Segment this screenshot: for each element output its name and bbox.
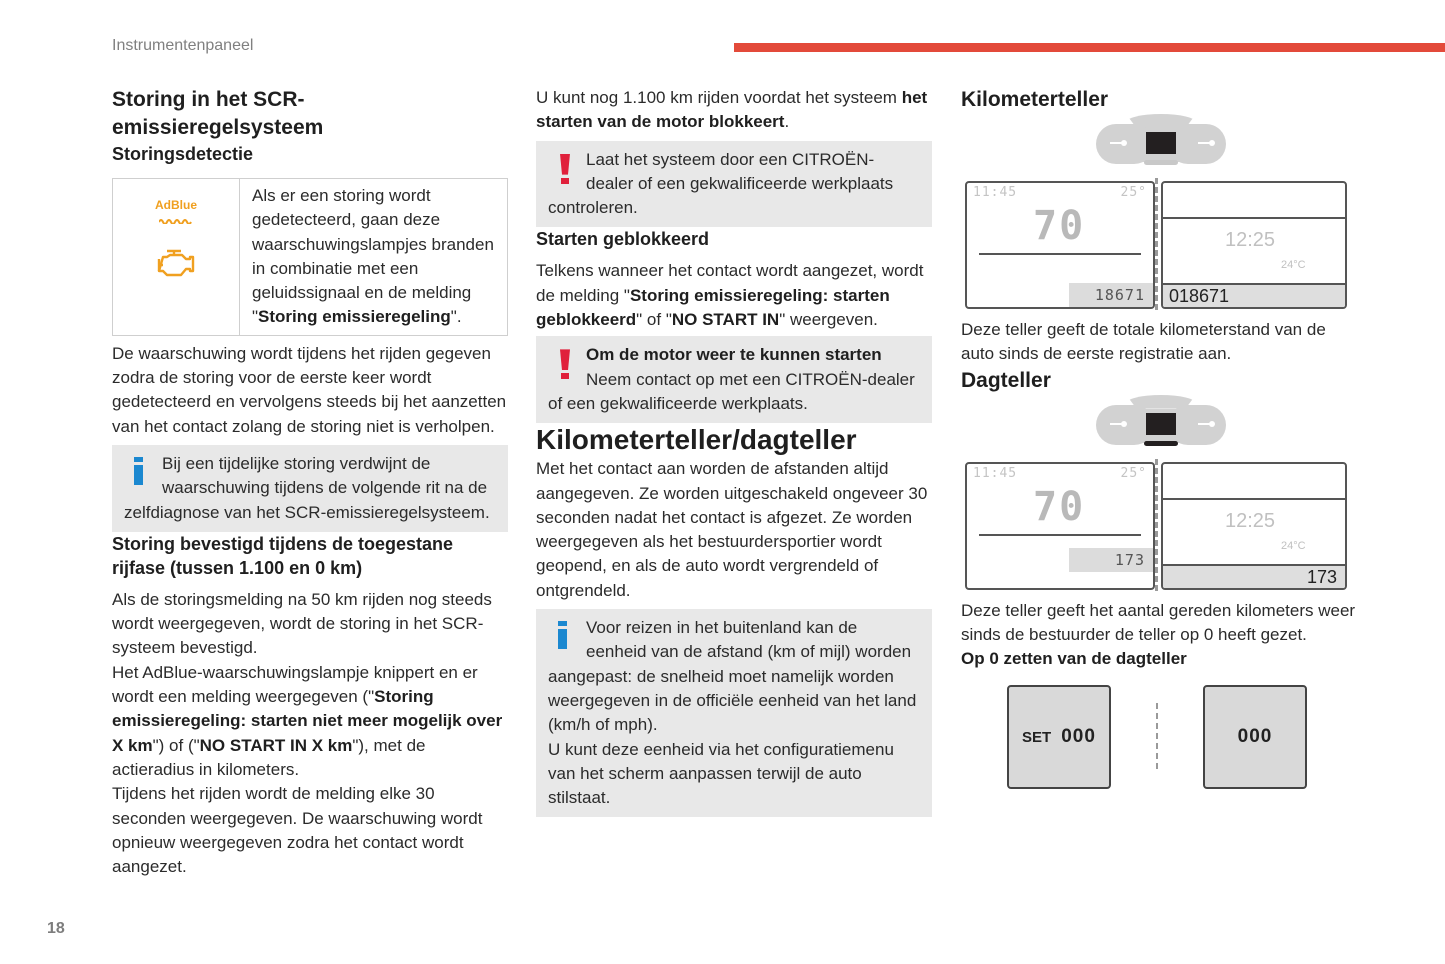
odometer-value: 018671: [1163, 285, 1345, 307]
column-1: [112, 86, 508, 879]
odometer-displays: [961, 178, 1361, 308]
paragraph: Het AdBlue-waarschuwingslampje knippert en er wordt een melding weergegeven ("Storing emissieregeling: starten niet meer mogelijk over X km") of ("NO START IN X km"), met de actieradius in kilometers.: [112, 662, 503, 779]
paragraph: Tijdens het rijden wordt de melding elke 30 seconden weergegeven. De waarschuwing wordt opnieuw weergegeven zodra het contact wordt aangezet.: [112, 784, 483, 877]
warning-icons-cell: [113, 179, 240, 335]
warning-note: Om de motor weer te kunnen starten Neem contact op met een CITROËN-dealer of een gekwalificeerde werkplaats.: [536, 336, 932, 423]
column-2: [536, 86, 932, 817]
subsection-title: Starten geblokkeerd: [536, 229, 710, 250]
paragraph: Met het contact aan worden de afstanden altijd aangegeven. Ze worden uitgeschakeld ongeveer 30 seconden nadat het contact is afgezet. Ze worden weergegeven als het bestuurdersportier wordt geopend, en als de auto wordt vergrendeld of ontgrendeld.: [536, 459, 928, 600]
odometer-value: 18671: [1069, 283, 1153, 307]
instrument-cluster-icon: [1096, 114, 1226, 166]
instrument-cluster-icon: [1096, 395, 1226, 447]
paragraph: Deze teller geeft de totale kilometerstand van de auto sinds de eerste registratie aan.: [961, 320, 1326, 364]
adblue-icon: AdBlue: [155, 199, 197, 229]
trip-value: 173: [1163, 566, 1345, 588]
display-type-1: 11:45 25° 70 173: [965, 462, 1155, 590]
trip-meter-title: Dagteller: [961, 368, 1051, 392]
column-3: [961, 86, 1361, 793]
warning-lamps-table: [112, 178, 508, 336]
display-type-2: 12:25 24°C 173: [1161, 462, 1347, 590]
paragraph: Deze teller geeft het aantal gereden kilometers weer sinds de bestuurder de teller op 0 heeft gezet.: [961, 600, 1356, 644]
trip-reset-display: 000: [1203, 685, 1307, 789]
exclamation-icon: [560, 349, 570, 379]
info-icon: [134, 457, 143, 485]
info-icon: [558, 621, 567, 649]
display-type-2: 12:25 24°C 018671: [1161, 181, 1347, 309]
warning-note: Laat het systeem door een CITROËN-dealer of een gekwalificeerde werkplaats controleren.: [536, 141, 932, 228]
warning-description: Als er een storing wordt gedetecteerd, gaan deze waarschuwingslampjes branden in combinatie met een geluidssignaal en de melding "Storing emissieregeling".: [252, 186, 494, 327]
odometer-title: Kilometerteller: [961, 88, 1109, 111]
info-note: Voor reizen in het buitenland kan de eenheid van de afstand (km of mijl) worden aangepast: de snelheid moet namelijk worden weergegeven in de officiële eenheid van het land (km/h of mph). U kunt deze eenheid via het configuratiemenu van het scherm aanpassen terwijl de auto stilstaat.: [536, 609, 932, 817]
engine-check-icon: [155, 247, 197, 279]
section-title: Storing in het SCR-emissieregelsysteem: [112, 88, 324, 139]
chapter-title: Kilometerteller/dagteller: [536, 424, 857, 456]
exclamation-icon: [560, 154, 570, 184]
paragraph: De waarschuwing wordt tijdens het rijden gegeven zodra de storing voor de eerste keer wordt gedetecteerd en vervolgens steeds bij het aanzetten van het contact zolang de storing niet is verholpen.: [112, 343, 507, 436]
trip-value: 173: [1069, 548, 1153, 572]
paragraph: Als de storingsmelding na 50 km rijden nog steeds wordt weergegeven, wordt de storing in het SCR-systeem bevestigd.: [112, 589, 492, 658]
reset-diagram: [961, 683, 1361, 793]
trip-displays: [961, 459, 1361, 589]
info-note: Bij een tijdelijke storing verdwijnt de waarschuwing tijdens de volgende rit na de zelfdiagnose van het SCR-emissieregelsysteem.: [112, 445, 508, 532]
subsection-title: Storing bevestigd tijdens de toegestane rijfase (tussen 1.100 en 0 km): [112, 533, 454, 578]
reset-heading: Op 0 zetten van de dagteller: [961, 649, 1187, 669]
subsection-title: Storingsdetectie: [112, 144, 254, 164]
paragraph: U kunt nog 1.100 km rijden voordat het systeem het starten van de motor blokkeert.: [536, 88, 928, 132]
display-type-1: 11:45 25° 70 18671: [965, 181, 1155, 309]
section-header: Instrumentenpaneel: [112, 37, 254, 54]
page-number: 18: [47, 920, 65, 937]
trip-reset-button[interactable]: SET 000: [1007, 685, 1111, 789]
header-accent-bar: [734, 43, 1445, 52]
paragraph: Telkens wanneer het contact wordt aangezet, wordt de melding "Storing emissieregeling: starten geblokkeerd" of "NO START IN" weergeven.: [536, 261, 924, 330]
